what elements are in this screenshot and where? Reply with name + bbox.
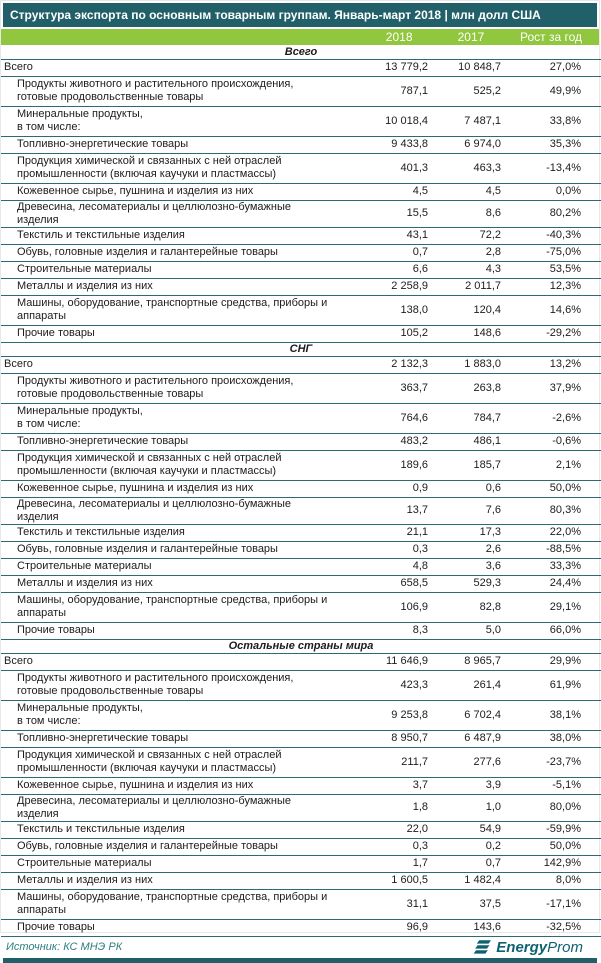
table-row xyxy=(1,295,601,325)
row-label: Минеральные продукты, xyxy=(17,108,143,120)
cell-2017: 185,7 xyxy=(428,450,501,480)
table-row xyxy=(1,524,601,541)
row-label: Продукты животного и растительного происхождения, готовые продовольственные товары xyxy=(17,375,294,400)
row-label-cell xyxy=(1,919,333,936)
row-label: Строительные материалы xyxy=(17,560,152,572)
cell-2018: 401,3 xyxy=(333,153,428,183)
row-label: Продукты животного и растительного происхождения, готовые продовольственные товары xyxy=(17,78,294,103)
cell-2018: 13 779,2 xyxy=(333,59,428,76)
cell-growth: 22,0% xyxy=(501,524,601,541)
row-label: Продукция химической и связанных с ней отраслей промышленности (включая каучуки и пластмассы) xyxy=(17,749,282,774)
row-label: Кожевенное сырье, пушнина и изделия из них xyxy=(17,185,254,197)
cell-2017: 529,3 xyxy=(428,575,501,592)
row-label-cell xyxy=(1,794,333,821)
cell-growth: 38,1% xyxy=(501,700,601,730)
row-label: Машины, оборудование, транспортные средства, приборы и аппараты xyxy=(17,297,328,322)
cell-growth: -2,6% xyxy=(501,403,601,433)
cell-2017: 37,5 xyxy=(428,889,501,919)
row-label: Минеральные продукты, xyxy=(17,702,143,714)
cell-growth: 33,8% xyxy=(501,106,601,136)
table-row xyxy=(1,700,601,730)
row-label-cell xyxy=(1,278,333,295)
row-label-cell xyxy=(1,622,333,639)
cell-2018: 1,7 xyxy=(333,855,428,872)
cell-2017: 7 487,1 xyxy=(428,106,501,136)
row-label: Древесина, лесоматериалы и целлюлозно-бумажные изделия xyxy=(17,794,291,820)
cell-2018: 9 433,8 xyxy=(333,136,428,153)
cell-2018: 423,3 xyxy=(333,670,428,700)
cell-2018: 138,0 xyxy=(333,295,428,325)
cell-2018: 11 646,9 xyxy=(333,653,428,670)
cell-2017: 6 702,4 xyxy=(428,700,501,730)
cell-growth: 66,0% xyxy=(501,622,601,639)
cell-2018: 483,2 xyxy=(333,433,428,450)
cell-2017: 10 848,7 xyxy=(428,59,501,76)
cell-growth: 12,3% xyxy=(501,278,601,295)
row-label-cell xyxy=(1,76,333,106)
table-row xyxy=(1,450,601,480)
title-bar xyxy=(3,3,597,27)
cell-2017: 263,8 xyxy=(428,373,501,403)
cell-2018: 8,3 xyxy=(333,622,428,639)
column-header-2017: 2017 xyxy=(457,30,485,44)
cell-growth: -75,0% xyxy=(501,244,601,261)
cell-2018: 211,7 xyxy=(333,747,428,777)
cell-growth: -0,6% xyxy=(501,433,601,450)
cell-growth: 50,0% xyxy=(501,480,601,497)
cell-2017: 6 974,0 xyxy=(428,136,501,153)
row-label-cell xyxy=(1,227,333,244)
cell-growth: 80,0% xyxy=(501,794,601,821)
energyprom-logo-icon xyxy=(472,939,492,955)
cell-2017: 3,6 xyxy=(428,558,501,575)
cell-2017: 8 965,7 xyxy=(428,653,501,670)
cell-2017: 82,8 xyxy=(428,592,501,622)
cell-growth: 8,0% xyxy=(501,872,601,889)
cell-2017: 6 487,9 xyxy=(428,730,501,747)
cell-growth: -88,5% xyxy=(501,541,601,558)
row-label: Текстиль и текстильные изделия xyxy=(17,823,185,835)
cell-2017: 2,6 xyxy=(428,541,501,558)
table-row xyxy=(1,821,601,838)
energyprom-logo xyxy=(472,939,595,956)
table-row xyxy=(1,183,601,200)
cell-2018: 0,3 xyxy=(333,541,428,558)
cell-2018: 13,7 xyxy=(333,497,428,524)
row-label-cell xyxy=(1,838,333,855)
row-label-cell xyxy=(1,59,333,76)
row-label-cell xyxy=(1,889,333,919)
logo-text-bold: Energy xyxy=(496,938,548,956)
row-label: Строительные материалы xyxy=(17,263,152,275)
row-label: Продукты животного и растительного происхождения, готовые продовольственные товары xyxy=(17,672,294,697)
table-row xyxy=(1,670,601,700)
row-label: Текстиль и текстильные изделия xyxy=(17,526,185,538)
row-label-cell xyxy=(1,872,333,889)
row-label-cell xyxy=(1,855,333,872)
cell-2018: 22,0 xyxy=(333,821,428,838)
table-row xyxy=(1,592,601,622)
cell-growth: 29,1% xyxy=(501,592,601,622)
cell-2018: 31,1 xyxy=(333,889,428,919)
row-label-cell xyxy=(1,575,333,592)
cell-growth: 49,9% xyxy=(501,76,601,106)
cell-2018: 764,6 xyxy=(333,403,428,433)
row-label-cell xyxy=(1,403,333,433)
table-row xyxy=(1,227,601,244)
cell-2018: 96,9 xyxy=(333,919,428,936)
section-row xyxy=(1,45,601,59)
source-note: Источник: КС МНЭ РК xyxy=(6,941,123,953)
cell-growth: 29,9% xyxy=(501,653,601,670)
cell-2017: 0,2 xyxy=(428,838,501,855)
cell-growth: -13,4% xyxy=(501,153,601,183)
row-label: Обувь, головные изделия и галантерейные товары xyxy=(17,543,278,555)
row-label: Прочие товары xyxy=(17,624,95,636)
cell-2018: 9 253,8 xyxy=(333,700,428,730)
row-label-line2: в том числе: xyxy=(17,715,81,727)
row-label-cell xyxy=(1,480,333,497)
cell-growth: 142,9% xyxy=(501,855,601,872)
cell-2017: 261,4 xyxy=(428,670,501,700)
cell-growth: 37,9% xyxy=(501,373,601,403)
table-row xyxy=(1,497,601,524)
table-row xyxy=(1,480,601,497)
row-label: Обувь, головные изделия и галантерейные товары xyxy=(17,840,278,852)
table-row xyxy=(1,872,601,889)
table-row xyxy=(1,575,601,592)
table-row xyxy=(1,76,601,106)
footer xyxy=(1,937,599,958)
table-row xyxy=(1,558,601,575)
row-label-cell xyxy=(1,730,333,747)
cell-2017: 143,6 xyxy=(428,919,501,936)
cell-2017: 54,9 xyxy=(428,821,501,838)
cell-2018: 3,7 xyxy=(333,777,428,794)
cell-growth: 80,3% xyxy=(501,497,601,524)
cell-2018: 2 258,9 xyxy=(333,278,428,295)
row-label: Минеральные продукты, xyxy=(17,405,143,417)
table-row xyxy=(1,889,601,919)
row-label: Всего xyxy=(4,61,33,73)
row-label: Древесина, лесоматериалы и целлюлозно-бумажные изделия xyxy=(17,497,291,523)
row-label: Продукция химической и связанных с ней отраслей промышленности (включая каучуки и пластмассы) xyxy=(17,155,282,180)
row-label-cell xyxy=(1,200,333,227)
row-label-cell xyxy=(1,497,333,524)
row-label: Всего xyxy=(4,358,33,370)
cell-growth: -5,1% xyxy=(501,777,601,794)
cell-growth: -17,1% xyxy=(501,889,601,919)
cell-2018: 0,9 xyxy=(333,480,428,497)
row-label-cell xyxy=(1,524,333,541)
table-row xyxy=(1,200,601,227)
row-label: Строительные материалы xyxy=(17,857,152,869)
row-label-cell xyxy=(1,106,333,136)
column-header-2018: 2018 xyxy=(385,30,413,44)
cell-growth: 50,0% xyxy=(501,838,601,855)
table-row xyxy=(1,777,601,794)
cell-2017: 8,6 xyxy=(428,200,501,227)
row-label-line2: в том числе: xyxy=(17,418,81,430)
cell-2018: 43,1 xyxy=(333,227,428,244)
row-label: Древесина, лесоматериалы и целлюлозно-бумажные изделия xyxy=(17,200,291,226)
table-row xyxy=(1,855,601,872)
row-label: Металлы и изделия из них xyxy=(17,280,153,292)
row-label: Кожевенное сырье, пушнина и изделия из них xyxy=(17,482,254,494)
table-row xyxy=(1,278,601,295)
cell-2018: 4,8 xyxy=(333,558,428,575)
cell-2017: 277,6 xyxy=(428,747,501,777)
cell-2018: 15,5 xyxy=(333,200,428,227)
cell-growth: 61,9% xyxy=(501,670,601,700)
cell-growth: -40,3% xyxy=(501,227,601,244)
row-label: Топливно-энергетические товары xyxy=(17,732,189,744)
table-row xyxy=(1,136,601,153)
row-label: Кожевенное сырье, пушнина и изделия из них xyxy=(17,779,254,791)
table-row xyxy=(1,403,601,433)
table-row xyxy=(1,106,601,136)
cell-growth: -29,2% xyxy=(501,325,601,342)
cell-2018: 21,1 xyxy=(333,524,428,541)
row-label-cell xyxy=(1,653,333,670)
table-row xyxy=(1,747,601,777)
cell-2018: 2 132,3 xyxy=(333,356,428,373)
cell-2018: 363,7 xyxy=(333,373,428,403)
row-label-cell xyxy=(1,433,333,450)
cell-2017: 0,7 xyxy=(428,855,501,872)
table-row xyxy=(1,59,601,76)
table-row xyxy=(1,794,601,821)
row-label-cell xyxy=(1,373,333,403)
cell-2017: 72,2 xyxy=(428,227,501,244)
cell-2017: 4,5 xyxy=(428,183,501,200)
cell-growth: 35,3% xyxy=(501,136,601,153)
row-label: Всего xyxy=(4,655,33,667)
cell-2017: 463,3 xyxy=(428,153,501,183)
row-label-cell xyxy=(1,356,333,373)
cell-2017: 486,1 xyxy=(428,433,501,450)
row-label-cell xyxy=(1,541,333,558)
cell-2017: 1 883,0 xyxy=(428,356,501,373)
row-label-cell xyxy=(1,777,333,794)
cell-2018: 189,6 xyxy=(333,450,428,480)
row-label: Обувь, головные изделия и галантерейные товары xyxy=(17,246,278,258)
row-label-cell xyxy=(1,136,333,153)
report-title: Структура экспорта по основным товарным группам. Январь-март 2018 | млн долл США xyxy=(10,8,541,22)
logo-text-light: Prom xyxy=(547,938,583,956)
row-label-cell xyxy=(1,558,333,575)
cell-2017: 5,0 xyxy=(428,622,501,639)
table-row xyxy=(1,325,601,342)
table-row xyxy=(1,919,601,936)
section-row xyxy=(1,639,601,653)
row-label-cell xyxy=(1,670,333,700)
table-row xyxy=(1,433,601,450)
cell-2017: 148,6 xyxy=(428,325,501,342)
row-label: Металлы и изделия из них xyxy=(17,577,153,589)
section-header: Остальные страны мира xyxy=(1,639,601,653)
row-label: Машины, оборудование, транспортные средства, приборы и аппараты xyxy=(17,594,328,619)
cell-2017: 784,7 xyxy=(428,403,501,433)
table-row xyxy=(1,244,601,261)
table-row xyxy=(1,730,601,747)
cell-2018: 10 018,4 xyxy=(333,106,428,136)
table-row xyxy=(1,153,601,183)
cell-2017: 2 011,7 xyxy=(428,278,501,295)
row-label-cell xyxy=(1,183,333,200)
row-label: Топливно-энергетические товары xyxy=(17,435,189,447)
cell-2018: 1 600,5 xyxy=(333,872,428,889)
section-header: СНГ xyxy=(1,342,601,356)
column-header-bar xyxy=(1,29,599,45)
cell-growth: -23,7% xyxy=(501,747,601,777)
row-label-cell xyxy=(1,450,333,480)
row-label-cell xyxy=(1,592,333,622)
cell-2017: 1 482,4 xyxy=(428,872,501,889)
section-row xyxy=(1,342,601,356)
row-label-cell xyxy=(1,244,333,261)
cell-2017: 7,6 xyxy=(428,497,501,524)
column-header-growth: Рост за год xyxy=(519,30,582,44)
cell-growth: 13,2% xyxy=(501,356,601,373)
cell-growth: 14,6% xyxy=(501,295,601,325)
row-label-line2: в том числе: xyxy=(17,121,81,133)
table-row xyxy=(1,373,601,403)
cell-2017: 525,2 xyxy=(428,76,501,106)
logo-text xyxy=(496,939,583,956)
row-label-cell xyxy=(1,700,333,730)
row-label: Прочие товары xyxy=(17,921,95,933)
table-row xyxy=(1,541,601,558)
cell-growth: 2,1% xyxy=(501,450,601,480)
row-label-cell xyxy=(1,821,333,838)
cell-growth: 0,0% xyxy=(501,183,601,200)
row-label: Металлы и изделия из них xyxy=(17,874,153,886)
cell-2017: 3,9 xyxy=(428,777,501,794)
cell-2017: 4,3 xyxy=(428,261,501,278)
table-row xyxy=(1,838,601,855)
table-row xyxy=(1,653,601,670)
row-label: Машины, оборудование, транспортные средства, приборы и аппараты xyxy=(17,891,328,916)
cell-2018: 8 950,7 xyxy=(333,730,428,747)
row-label-cell xyxy=(1,747,333,777)
cell-2018: 106,9 xyxy=(333,592,428,622)
table-row xyxy=(1,261,601,278)
row-label-cell xyxy=(1,295,333,325)
row-label: Прочие товары xyxy=(17,327,95,339)
cell-2017: 2,8 xyxy=(428,244,501,261)
cell-growth: -59,9% xyxy=(501,821,601,838)
cell-2018: 787,1 xyxy=(333,76,428,106)
row-label-cell xyxy=(1,261,333,278)
cell-growth: 38,0% xyxy=(501,730,601,747)
cell-growth: -32,5% xyxy=(501,919,601,936)
cell-growth: 80,2% xyxy=(501,200,601,227)
cell-2017: 120,4 xyxy=(428,295,501,325)
cell-growth: 27,0% xyxy=(501,59,601,76)
row-label: Текстиль и текстильные изделия xyxy=(17,229,185,241)
cell-2018: 4,5 xyxy=(333,183,428,200)
cell-2017: 17,3 xyxy=(428,524,501,541)
table-row xyxy=(1,356,601,373)
bottom-accent-bar xyxy=(3,958,597,963)
export-table xyxy=(1,45,601,937)
cell-2018: 6,6 xyxy=(333,261,428,278)
cell-2018: 0,3 xyxy=(333,838,428,855)
cell-2018: 658,5 xyxy=(333,575,428,592)
row-label: Продукция химической и связанных с ней отраслей промышленности (включая каучуки и пластмассы) xyxy=(17,452,282,477)
row-label-cell xyxy=(1,153,333,183)
cell-2018: 1,8 xyxy=(333,794,428,821)
cell-2017: 0,6 xyxy=(428,480,501,497)
cell-growth: 33,3% xyxy=(501,558,601,575)
cell-growth: 53,5% xyxy=(501,261,601,278)
cell-2018: 105,2 xyxy=(333,325,428,342)
cell-2018: 0,7 xyxy=(333,244,428,261)
cell-growth: 24,4% xyxy=(501,575,601,592)
cell-2017: 1,0 xyxy=(428,794,501,821)
section-header: Всего xyxy=(1,45,601,59)
row-label: Топливно-энергетические товары xyxy=(17,138,189,150)
table-row xyxy=(1,622,601,639)
row-label-cell xyxy=(1,325,333,342)
